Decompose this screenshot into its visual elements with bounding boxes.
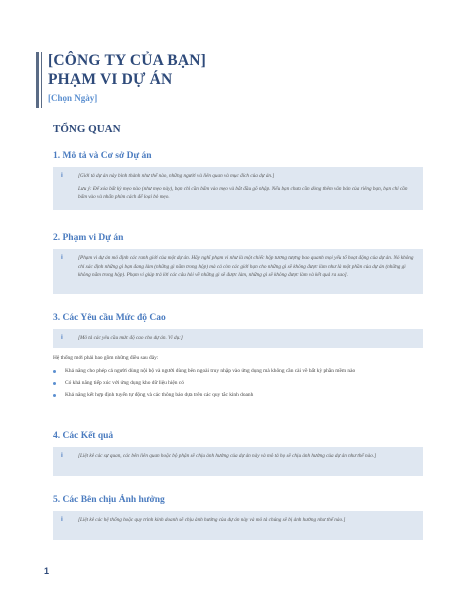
- section-title: 1. Mô tả và Cơ sở Dự án: [53, 151, 152, 161]
- section-description: [53, 151, 423, 210]
- tip-text: [Giới tả dự án này bình thành như thế nào, những người và liên quan và mục đích của dự án.]: [78, 173, 275, 179]
- section-title: 2. Phạm vi Dự án: [53, 233, 124, 243]
- tip-box[interactable]: [53, 329, 423, 348]
- section-title: 4. Các Kết quả: [53, 431, 114, 441]
- title-accent-line: [41, 52, 42, 108]
- section-title: 5. Các Bên chịu Ảnh hưởng: [53, 495, 165, 505]
- tip-note: Lưu ý: Để xóa bất kỳ mẹo nào (như mẹo này), bạn chỉ cần bấm vào mẹo và bắt đầu gõ nhập. Nếu bạn chưa cần dòng thêm văn bản của riêng bạn, bạn chỉ cần bấm vào và nhấn phím cách để loại bỏ mẹo.: [78, 185, 408, 200]
- section-affected-parties: [53, 495, 423, 540]
- tip-box[interactable]: [53, 167, 423, 210]
- title-block: [36, 52, 428, 103]
- info-icon: i: [61, 452, 63, 459]
- info-icon: i: [61, 516, 63, 523]
- tip-text: [Phạm vi dự án mô định các ranh giới của một dự án. Hãy nghĩ phạm vi như là một chiếc hộp tương tượng bao quanh mọi yếu tố hoạt động của dự án. Nó không chỉ xác định những gì bạn đang làm (những gì nằm trong hộp) mà cả còn các giới hạn cho những gì sẽ không được làm như là một phần của dự án (những gì không nằm trong hộp). Phạm vi giúp trả lời các câu hỏi về những gì sẽ được làm, những gì sẽ không được làm và kết quả ra sao].: [78, 255, 414, 278]
- tip-box[interactable]: [53, 249, 423, 294]
- list-item: Có khả năng tiếp xúc với ứng dụng kho dữ liệu hiện có: [53, 379, 423, 388]
- section-results: [53, 431, 423, 476]
- section-title: 3. Các Yêu cầu Mức độ Cao: [53, 313, 166, 323]
- info-icon: i: [61, 334, 63, 341]
- section-scope: [53, 233, 423, 294]
- tip-text: [Liệt kê các sự quan, các bên liên quan hoặc bộ phận sẽ chịu ảnh hưởng của dự án này và mô tả họ sẽ chịu ảnh hưởng của dự án như thế nào.]: [78, 453, 377, 459]
- title-accent-bar: [36, 52, 39, 108]
- requirements-list: [53, 367, 423, 400]
- info-icon: i: [61, 172, 63, 179]
- overview-heading: TỔNG QUAN: [53, 123, 121, 135]
- info-icon: i: [61, 254, 63, 261]
- bullet-icon: [53, 382, 56, 385]
- page-number: 1: [44, 566, 50, 576]
- document-title: PHẠM VI DỰ ÁN: [48, 71, 173, 88]
- tip-box[interactable]: [53, 511, 423, 540]
- section-requirements: [53, 313, 423, 403]
- requirements-intro: Hệ thống mới phải bao gồm những điều sau đây:: [53, 355, 159, 361]
- tip-text: [Mô tả các yêu cầu mức độ cao cho dự án. Ví dụ:]: [78, 335, 183, 341]
- list-item: Khả năng kết hợp định tuyến tự động và các thông báo dựa trên các quy tắc kinh doanh: [53, 391, 423, 400]
- company-name[interactable]: [CÔNG TY CỦA BẠN]: [48, 52, 206, 69]
- date-picker[interactable]: [Chọn Ngày]: [48, 93, 98, 103]
- tip-box[interactable]: [53, 447, 423, 476]
- tip-text: [Liệt kê các hệ thống hoặc quy trình kinh doanh sẽ chịu ảnh hưởng của dự án này và mô tả chúng sẽ bị ảnh hưởng như thế nào.]: [78, 517, 346, 523]
- list-item: Khả năng cho phép cả người dùng nội bộ và người dùng bên ngoài truy nhập vào ứng dụng mà không cần cài về bất kỳ phần mềm nào: [53, 367, 423, 376]
- bullet-icon: [53, 370, 56, 373]
- bullet-icon: [53, 394, 56, 397]
